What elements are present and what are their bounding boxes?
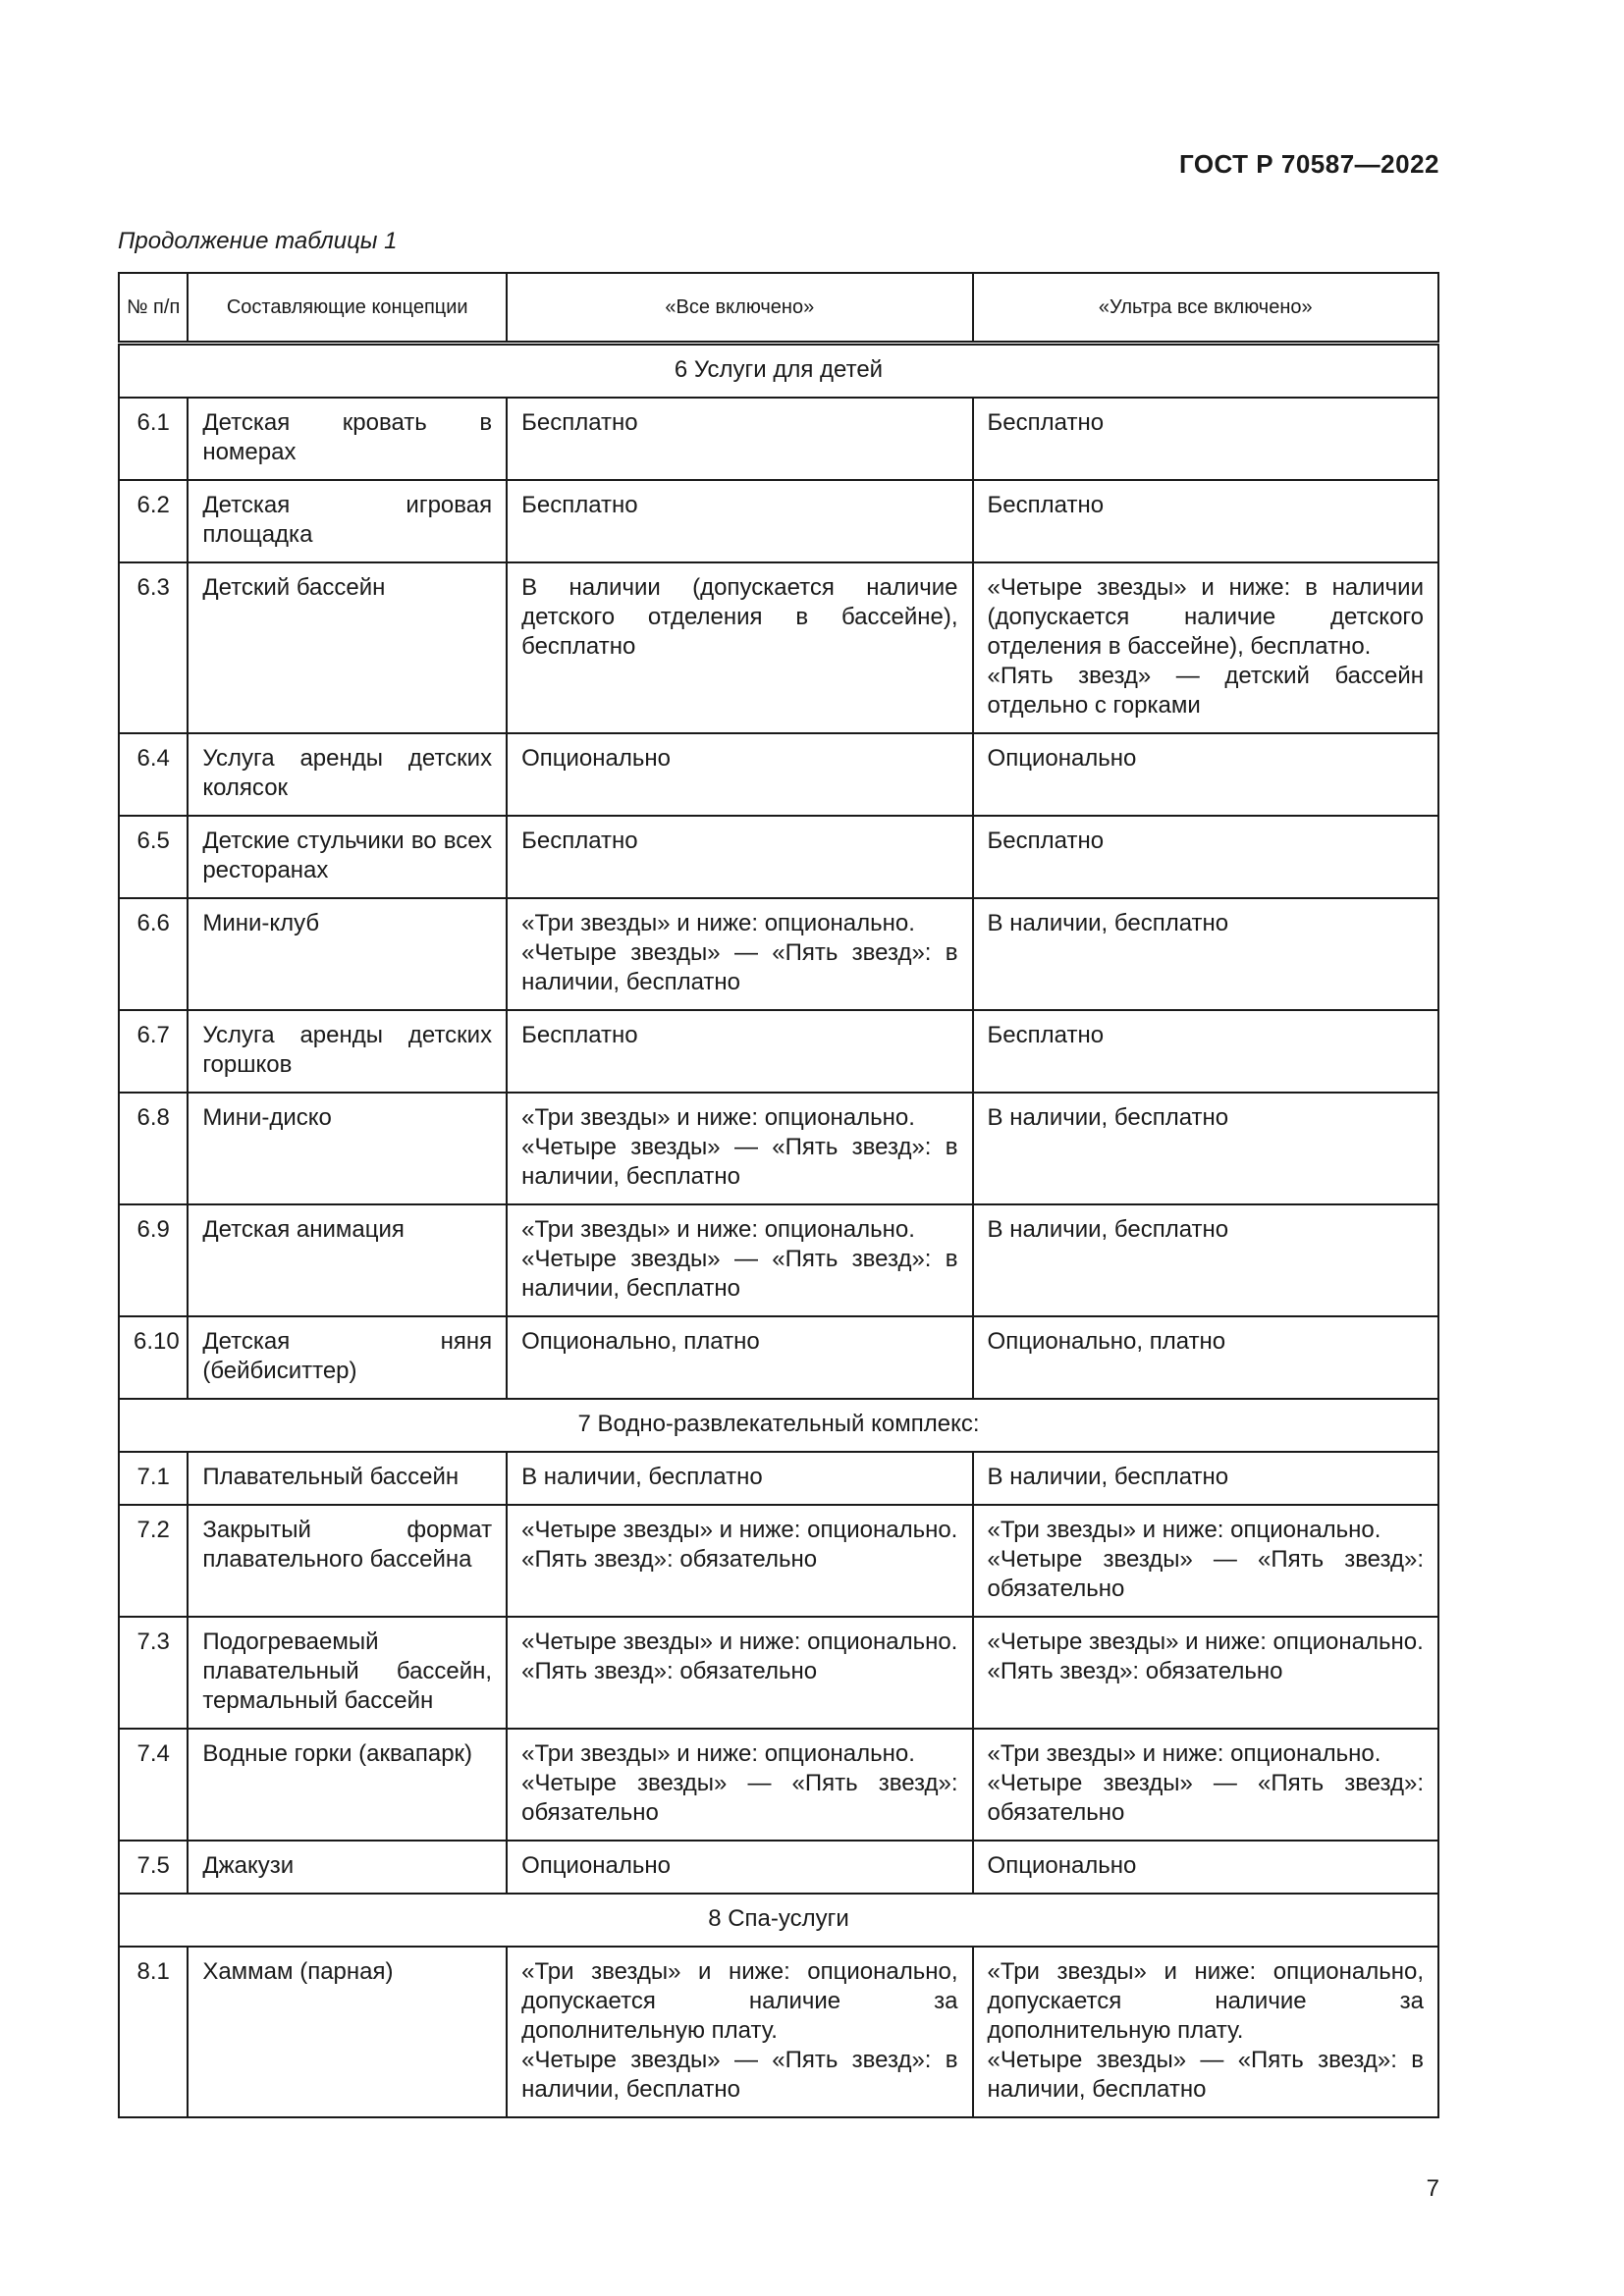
- cell-text-line: Опционально, платно: [987, 1328, 1226, 1355]
- row-number: 6.2: [119, 480, 188, 562]
- concept-cell: Хаммам (парная): [188, 1947, 507, 2117]
- table-row: [119, 1505, 1438, 1617]
- ultra-all-inclusive-cell: [973, 1841, 1438, 1894]
- table-row: [119, 816, 1438, 898]
- concept-cell: Плавательный бассейн: [188, 1452, 507, 1505]
- cell-text-line: «Четыре звезды» и ниже: опционально.: [987, 1629, 1424, 1655]
- cell-text-line: Бесплатно: [987, 409, 1105, 436]
- all-inclusive-cell: [507, 1947, 972, 2117]
- table-row: [119, 562, 1438, 733]
- all-inclusive-cell: [507, 562, 972, 733]
- row-number: 6.3: [119, 562, 188, 733]
- ultra-all-inclusive-cell: [973, 1947, 1438, 2117]
- table-row: [119, 1729, 1438, 1841]
- row-number: 7.1: [119, 1452, 188, 1505]
- concept-cell: Мини-диско: [188, 1093, 507, 1204]
- concept-cell: Подогреваемый плавательный бассейн, термальный бассейн: [188, 1617, 507, 1729]
- cell-text-line: «Три звезды» и ниже: опционально.: [987, 1740, 1381, 1767]
- ultra-all-inclusive-cell: [973, 816, 1438, 898]
- cell-text-line: Опционально, платно: [521, 1328, 760, 1355]
- all-inclusive-cell: [507, 898, 972, 1010]
- row-number: 6.10: [119, 1316, 188, 1399]
- cell-text-line: «Три звезды» и ниже: опционально.: [521, 910, 915, 936]
- cell-text-line: «Четыре звезды» — «Пять звезд»: в наличии, бесплатно: [521, 2047, 958, 2103]
- concept-cell: Детские стульчики во всех ресторанах: [188, 816, 507, 898]
- row-number: 7.2: [119, 1505, 188, 1617]
- ultra-all-inclusive-cell: [973, 1452, 1438, 1505]
- cell-text-line: Бесплатно: [987, 492, 1105, 518]
- table-row: [119, 1947, 1438, 2117]
- row-number: 7.3: [119, 1617, 188, 1729]
- ultra-all-inclusive-cell: [973, 898, 1438, 1010]
- concept-cell: Детский бассейн: [188, 562, 507, 733]
- concept-cell: Водные горки (аквапарк): [188, 1729, 507, 1841]
- cell-text-line: «Три звезды» и ниже: опционально.: [521, 1104, 915, 1131]
- cell-text-line: «Три звезды» и ниже: опционально.: [521, 1740, 915, 1767]
- all-inclusive-cell: [507, 733, 972, 816]
- cell-text-line: «Четыре звезды» — «Пять звезд»: обязательно: [987, 1770, 1424, 1826]
- all-inclusive-cell: [507, 398, 972, 480]
- ultra-all-inclusive-cell: [973, 398, 1438, 480]
- ultra-all-inclusive-cell: [973, 733, 1438, 816]
- cell-text-line: «Четыре звезды» и ниже: в наличии (допускается наличие детского отделения в бассейне), бесплатно.: [987, 574, 1424, 660]
- cell-text-line: «Пять звезд» — детский бассейн отдельно с горками: [987, 663, 1424, 719]
- all-inclusive-cell: [507, 1729, 972, 1841]
- cell-text-line: «Четыре звезды» — «Пять звезд»: обязательно: [987, 1546, 1424, 1602]
- cell-text-line: «Четыре звезды» и ниже: опционально.: [521, 1629, 958, 1655]
- section-title: 8 Спа-услуги: [119, 1894, 1438, 1947]
- cell-text-line: Бесплатно: [521, 409, 638, 436]
- concept-cell: Мини-клуб: [188, 898, 507, 1010]
- section-title: 6 Услуги для детей: [119, 344, 1438, 399]
- cell-text-line: «Четыре звезды» — «Пять звезд»: обязательно: [521, 1770, 958, 1826]
- all-inclusive-cell: [507, 1316, 972, 1399]
- cell-text-line: «Четыре звезды» — «Пять звезд»: в наличии, бесплатно: [521, 1246, 958, 1302]
- ultra-all-inclusive-cell: [973, 1204, 1438, 1316]
- all-inclusive-cell: [507, 816, 972, 898]
- row-number: 6.6: [119, 898, 188, 1010]
- header-row: [119, 273, 1438, 344]
- table-row: [119, 480, 1438, 562]
- cell-text-line: «Пять звезд»: обязательно: [521, 1658, 818, 1684]
- all-inclusive-cell: [507, 1841, 972, 1894]
- table-row: [119, 1204, 1438, 1316]
- row-number: 6.1: [119, 398, 188, 480]
- cell-text-line: Опционально: [521, 745, 671, 772]
- page-number: 7: [1426, 2175, 1439, 2202]
- concept-cell: Закрытый формат плавательного бассейна: [188, 1505, 507, 1617]
- cell-text-line: В наличии, бесплатно: [987, 1104, 1229, 1131]
- ultra-all-inclusive-cell: [973, 1093, 1438, 1204]
- ultra-all-inclusive-cell: [973, 1316, 1438, 1399]
- ultra-all-inclusive-cell: [973, 1010, 1438, 1093]
- cell-text-line: В наличии, бесплатно: [521, 1464, 763, 1490]
- table-row: [119, 398, 1438, 480]
- row-number: 6.9: [119, 1204, 188, 1316]
- cell-text-line: В наличии, бесплатно: [987, 1216, 1229, 1243]
- all-inclusive-cell: [507, 1204, 972, 1316]
- cell-text-line: Бесплатно: [987, 1022, 1105, 1048]
- all-inclusive-cell: [507, 1093, 972, 1204]
- cell-text-line: Бесплатно: [521, 492, 638, 518]
- cell-text-line: «Четыре звезды» — «Пять звезд»: в наличии, бесплатно: [521, 939, 958, 995]
- ultra-all-inclusive-cell: [973, 562, 1438, 733]
- concept-table: [118, 272, 1439, 2118]
- ultra-all-inclusive-cell: [973, 1729, 1438, 1841]
- cell-text-line: «Четыре звезды» и ниже: опционально.: [521, 1517, 958, 1543]
- row-number: 7.4: [119, 1729, 188, 1841]
- row-number: 6.4: [119, 733, 188, 816]
- table-row: [119, 898, 1438, 1010]
- cell-text-line: Бесплатно: [521, 1022, 638, 1048]
- table-row: [119, 733, 1438, 816]
- cell-text-line: «Три звезды» и ниже: опционально, допускается наличие за дополнительную плату.: [521, 1958, 958, 2044]
- concept-cell: Детская игровая площадка: [188, 480, 507, 562]
- table-row: [119, 1093, 1438, 1204]
- cell-text-line: «Три звезды» и ниже: опционально, допускается наличие за дополнительную плату.: [987, 1958, 1424, 2044]
- concept-cell: Джакузи: [188, 1841, 507, 1894]
- table-row: [119, 1617, 1438, 1729]
- section-title: 7 Водно-развлекательный комплекс:: [119, 1399, 1438, 1452]
- cell-text-line: Опционально: [521, 1852, 671, 1879]
- concept-cell: Детская кровать в номерах: [188, 398, 507, 480]
- table-body: [119, 344, 1438, 2118]
- cell-text-line: Опционально: [987, 745, 1137, 772]
- row-number: 6.7: [119, 1010, 188, 1093]
- cell-text-line: «Четыре звезды» — «Пять звезд»: в наличии, бесплатно: [521, 1134, 958, 1190]
- cell-text-line: «Четыре звезды» — «Пять звезд»: в наличии, бесплатно: [987, 2047, 1424, 2103]
- section-row: [119, 344, 1438, 399]
- column-header-number: № п/п: [119, 273, 188, 344]
- row-number: 6.8: [119, 1093, 188, 1204]
- cell-text-line: В наличии, бесплатно: [987, 910, 1229, 936]
- cell-text-line: Опционально: [987, 1852, 1137, 1879]
- cell-text-line: «Три звезды» и ниже: опционально.: [521, 1216, 915, 1243]
- table-row: [119, 1010, 1438, 1093]
- concept-cell: Детская анимация: [188, 1204, 507, 1316]
- all-inclusive-cell: [507, 1452, 972, 1505]
- section-row: [119, 1399, 1438, 1452]
- row-number: 6.5: [119, 816, 188, 898]
- table-caption: Продолжение таблицы 1: [118, 228, 398, 254]
- cell-text-line: В наличии, бесплатно: [987, 1464, 1229, 1490]
- ultra-all-inclusive-cell: [973, 1617, 1438, 1729]
- ultra-all-inclusive-cell: [973, 1505, 1438, 1617]
- table-row: [119, 1316, 1438, 1399]
- table-row: [119, 1841, 1438, 1894]
- column-header-concept: Составляющие концепции: [188, 273, 507, 344]
- section-row: [119, 1894, 1438, 1947]
- concept-cell: Детская няня (бейбиситтер): [188, 1316, 507, 1399]
- column-header-all-inclusive: «Все включено»: [507, 273, 972, 344]
- all-inclusive-cell: [507, 1010, 972, 1093]
- all-inclusive-cell: [507, 1505, 972, 1617]
- cell-text-line: Бесплатно: [987, 828, 1105, 854]
- cell-text-line: «Три звезды» и ниже: опционально.: [987, 1517, 1381, 1543]
- table-row: [119, 1452, 1438, 1505]
- column-header-ultra-all-inclusive: «Ультра все включено»: [973, 273, 1438, 344]
- concept-cell: Услуга аренды детских горшков: [188, 1010, 507, 1093]
- all-inclusive-cell: [507, 1617, 972, 1729]
- cell-text-line: В наличии (допускается наличие детского отделения в бассейне), бесплатно: [521, 574, 958, 660]
- ultra-all-inclusive-cell: [973, 480, 1438, 562]
- row-number: 7.5: [119, 1841, 188, 1894]
- cell-text-line: Бесплатно: [521, 828, 638, 854]
- row-number: 8.1: [119, 1947, 188, 2117]
- table-header: [119, 273, 1438, 344]
- cell-text-line: «Пять звезд»: обязательно: [521, 1546, 818, 1573]
- all-inclusive-cell: [507, 480, 972, 562]
- concept-cell: Услуга аренды детских колясок: [188, 733, 507, 816]
- cell-text-line: «Пять звезд»: обязательно: [987, 1658, 1283, 1684]
- document-code: ГОСТ Р 70587—2022: [1178, 149, 1439, 179]
